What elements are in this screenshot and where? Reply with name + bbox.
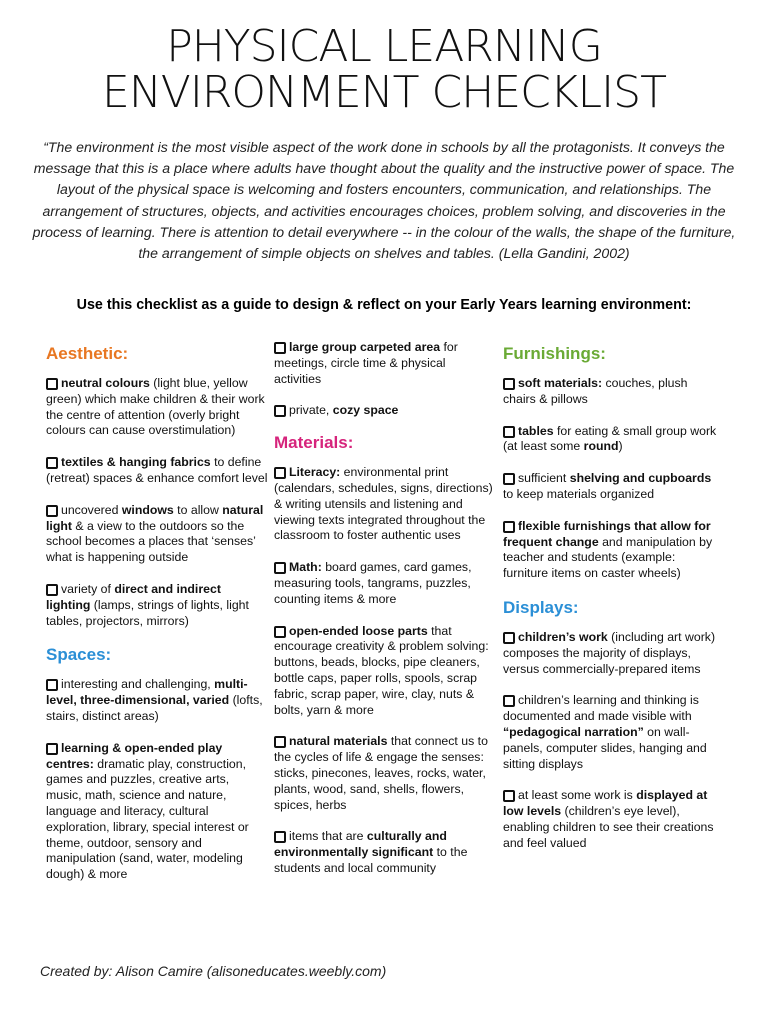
checkbox[interactable] — [46, 679, 58, 691]
checkbox[interactable] — [503, 378, 515, 390]
checkbox[interactable] — [274, 831, 286, 843]
heading-materials: Materials: — [274, 433, 354, 453]
checkbox[interactable] — [503, 473, 515, 485]
checklist-item — [46, 455, 268, 487]
heading-furnishings: Furnishings: — [503, 344, 606, 363]
column-3 — [503, 340, 721, 868]
checkbox[interactable] — [274, 626, 286, 638]
item-text: (including art work) composes the majority of displays, versus commercially-prepared items — [503, 629, 716, 676]
page-title — [0, 21, 768, 118]
item-text: (lofts, stairs, distinct areas) — [46, 693, 263, 723]
item-text: for meetings, circle time & physical activities — [274, 340, 458, 386]
item-text: dramatic play, construction, games and puzzles, creative arts, music, math, science and nature, language and literacy, cultural exploration, library, special interest or theme, outdoor, sensory and manipulation (sand, water, modeling dough) & more — [46, 756, 249, 882]
checklist-item — [274, 403, 496, 419]
checklist-item — [503, 424, 721, 456]
item-text: to allow — [173, 502, 223, 517]
item-text: board games, card games, measuring tools, tangrams, puzzles, counting items & more — [274, 560, 472, 606]
list-displays — [503, 630, 721, 852]
checklist-item — [503, 471, 721, 503]
checklist-item — [503, 376, 721, 408]
item-bold-text: large group carpeted area — [289, 340, 441, 354]
checkbox[interactable] — [503, 632, 515, 644]
item-text: & a view to the outdoors so the school becomes a places that ‘senses’ what is happening outside — [46, 518, 256, 565]
item-text: at least some work is — [518, 788, 637, 803]
item-bold-text: direct and indirect lighting — [46, 581, 221, 612]
checkbox[interactable] — [274, 467, 286, 479]
checkbox[interactable] — [46, 743, 58, 755]
list-materials — [274, 465, 496, 877]
item-bold-text: multi-level, three-dimensional, varied — [46, 677, 248, 708]
checkbox[interactable] — [46, 505, 58, 517]
item-text: that connect us to the cycles of life & engage the senses: sticks, pinecones, leaves, rocks, water, plants, wood, sand, shells, flowers, spices, herbs — [274, 734, 488, 812]
checkbox[interactable] — [274, 736, 286, 748]
item-bold-text: learning & open-ended play centres: — [46, 740, 223, 771]
checklist-item — [274, 734, 496, 813]
heading-displays: Displays: — [503, 597, 579, 617]
list-spaces — [46, 677, 268, 883]
item-text: on wall-panels, computer slides, hanging and sitting displays — [503, 724, 707, 771]
item-text: (lamps, strings of lights, light tables, projectors, mirrors) — [46, 597, 249, 628]
list-furnishings — [503, 376, 721, 582]
item-bold-text: textiles & hanging fabrics — [61, 455, 211, 470]
checkbox[interactable] — [503, 521, 515, 533]
item-text: sufficient — [518, 471, 570, 486]
item-text: couches, plush chairs & pillows — [503, 376, 688, 406]
item-text: children’s learning and thinking is documented and made visible with — [503, 693, 699, 724]
checklist-item — [274, 624, 496, 719]
heading-aesthetic: Aesthetic: — [46, 344, 129, 363]
item-bold-text: culturally and environmentally significant — [274, 829, 447, 860]
item-bold-text: Math: — [289, 560, 322, 575]
item-text: (light blue, yellow green) which make children & their work the centre of attention (overly bright colours can cause overstimulation) — [46, 376, 265, 438]
item-text: to define (retreat) spaces & enhance comfort level — [46, 455, 268, 485]
item-text: for eating & small group work (at least some — [503, 423, 717, 454]
checklist-item — [46, 376, 268, 439]
title-line-1: PHYSICAL LEARNING — [166, 21, 602, 72]
guide-text: Use this checklist as a guide to design & reflect on your Early Years learning environment: — [76, 297, 692, 313]
item-text: private, — [289, 403, 333, 418]
item-bold-text: soft materials: — [518, 376, 603, 390]
list-aesthetic — [46, 376, 268, 629]
item-text: (children’s eye level), enabling children to see their creations and feel valued — [503, 804, 714, 850]
item-bold-text: natural materials — [289, 734, 388, 749]
item-text: to keep materials organized — [503, 486, 655, 501]
checklist-item — [503, 693, 721, 772]
checklist-item — [274, 829, 496, 876]
quote: “The environment is the most visible aspect of the work done in schools by all the protagonists. It conveys the message that this is a place where adults have thought about the quality and the instructive power of space. The layout of the physical space is welcoming and fosters encounters, communication, and relationships. The arrangement of structures, objects, and activities encourages choices, problem solving, and discoveries in the process of learning. There is attention to detail everywhere -- in the colour of the walls, the shape of the furniture, the arrangement of simple objects on shelves and tables. (Lella Gandini, 2002) — [32, 139, 736, 262]
item-text: to the students and local community — [274, 845, 468, 875]
item-text: uncovered — [61, 502, 122, 517]
item-bold-text: displayed at low levels — [503, 788, 708, 819]
item-text: ) — [618, 439, 623, 454]
item-bold-text: neutral colours — [61, 376, 150, 390]
checklist-item — [503, 630, 721, 677]
item-bold-text: “pedagogical narration” — [503, 724, 644, 739]
checklist-item — [274, 560, 496, 607]
checklist-item — [46, 503, 268, 566]
checklist-item — [46, 741, 268, 883]
checklist-item — [46, 582, 268, 629]
item-bold-text: open-ended loose parts — [289, 623, 428, 638]
footer-credit: Created by: Alison Camire (alisoneducates.weebly.com) — [40, 963, 387, 979]
item-bold-text: natural light — [46, 502, 264, 533]
checkbox[interactable] — [46, 378, 58, 390]
item-text: items that are — [289, 829, 367, 844]
item-text: variety of — [61, 581, 115, 596]
item-text: and manipulation by teacher and students (example: furniture items on caster wheels) — [503, 534, 713, 581]
item-bold-text: flexible furnishings that allow for frequent change — [503, 518, 711, 549]
checkbox[interactable] — [503, 695, 515, 707]
checkbox[interactable] — [274, 405, 286, 417]
column-2 — [274, 340, 496, 893]
checklist-item — [503, 519, 721, 582]
item-text: interesting and challenging, — [61, 677, 215, 692]
checkbox[interactable] — [503, 426, 515, 438]
title-line-2: ENVIRONMENT CHECKLIST — [102, 67, 666, 118]
item-bold-text: children’s work — [518, 629, 608, 644]
checkbox[interactable] — [503, 790, 515, 802]
checklist-item — [274, 465, 496, 544]
list-spaces-cont — [274, 340, 496, 419]
checkbox[interactable] — [274, 562, 286, 574]
item-bold-text: cozy space — [332, 403, 399, 418]
column-1 — [46, 340, 268, 899]
item-bold-text: Literacy: — [289, 465, 341, 480]
checkbox[interactable] — [46, 457, 58, 469]
item-text: environmental print (calendars, schedules, signs, directions) & writing utensils and listening and viewing texts integrated throughout the classroom to foster authentic uses — [274, 465, 493, 543]
item-bold-text: round — [583, 439, 619, 454]
checkbox[interactable] — [274, 342, 286, 354]
checkbox[interactable] — [46, 584, 58, 596]
item-bold-text: tables — [518, 423, 554, 438]
item-text: that encourage creativity & problem solving: buttons, beads, blocks, pipe cleaners, bottle caps, paper rolls, spools, scrap fabric, scrap paper, wire, clay, nuts & bolts, yarn & more — [274, 623, 489, 717]
heading-spaces: Spaces: — [46, 645, 112, 665]
checklist-item — [274, 340, 496, 387]
checklist-item — [46, 677, 268, 724]
checklist-item — [503, 788, 721, 851]
item-bold-text: windows — [121, 502, 174, 517]
item-bold-text: shelving and cupboards — [569, 471, 712, 486]
